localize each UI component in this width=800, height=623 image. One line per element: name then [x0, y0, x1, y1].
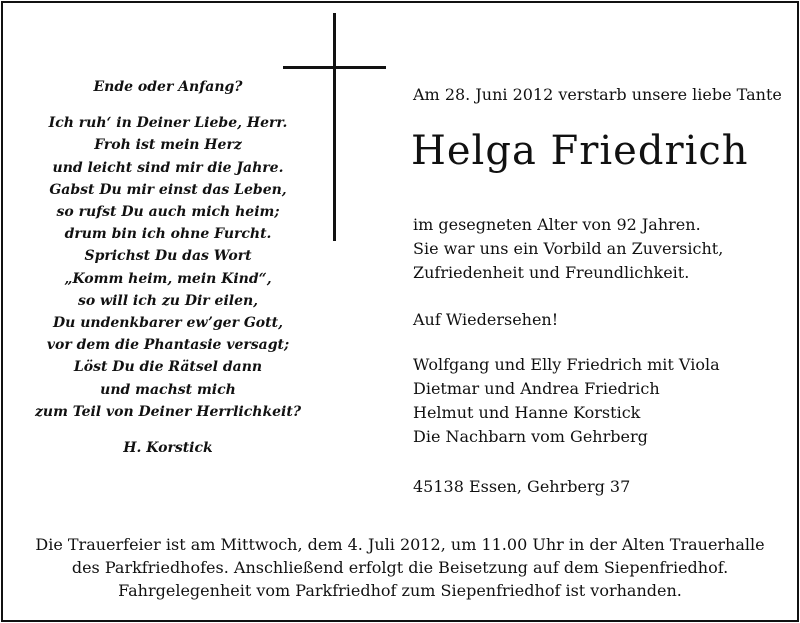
poem: [33, 76, 303, 459]
funeral-details: [3, 533, 797, 602]
poem-line: vor dem die Phantasie versagt;: [46, 337, 290, 354]
cross-icon: [333, 13, 336, 241]
death-announcement: Am 28. Juni 2012 verstarb unsere liebe Tante: [413, 85, 782, 104]
poem-line: „Komm heim, mein Kind“,: [64, 270, 272, 287]
footer-line: Fahrgelegenheit vom Parkfriedhof zum Siepenfriedhof ist vorhanden.: [118, 581, 682, 600]
poem-line: so will ich zu Dir eilen,: [77, 292, 259, 309]
poem-line: Sprichst Du das Wort: [84, 248, 252, 265]
mourners-list: [413, 353, 720, 449]
age-line: Zufriedenheit und Freundlichkeit.: [413, 263, 690, 282]
poem-author: H. Korstick: [123, 440, 213, 457]
mourner: Die Nachbarn vom Gehrberg: [413, 427, 648, 446]
age-text: [413, 213, 723, 285]
age-line: im gesegneten Alter von 92 Jahren.: [413, 215, 701, 234]
poem-line: Ich ruh‘ in Deiner Liebe, Herr.: [48, 115, 288, 132]
poem-line: Du undenkbarer ew’ger Gott,: [53, 315, 283, 332]
age-line: Sie war uns ein Vorbild an Zuversicht,: [413, 239, 724, 258]
poem-line: drum bin ich ohne Furcht.: [64, 226, 272, 243]
poem-line: so rufst Du auch mich heim;: [56, 204, 280, 221]
obituary-card: [1, 1, 799, 622]
poem-title: Ende oder Anfang?: [93, 79, 243, 95]
cross-icon-bar: [283, 66, 386, 69]
mourner: Wolfgang und Elly Friedrich mit Viola: [413, 355, 720, 374]
poem-line: Froh ist mein Herz: [94, 137, 242, 154]
mourner: Helmut und Hanne Korstick: [413, 403, 641, 422]
farewell: Auf Wiedersehen!: [413, 310, 559, 329]
address: 45138 Essen, Gehrberg 37: [413, 477, 631, 496]
poem-line: Löst Du die Rätsel dann: [73, 359, 263, 376]
poem-line: zum Teil von Deiner Herrlichkeit?: [34, 403, 302, 420]
footer-line: des Parkfriedhofes. Anschließend erfolgt die Beisetzung auf dem Siepenfriedhof.: [71, 558, 729, 577]
poem-line: Gabst Du mir einst das Leben,: [49, 181, 287, 198]
deceased-name: Helga Friedrich: [411, 128, 749, 174]
poem-line: und machst mich: [100, 381, 236, 398]
mourner: Dietmar und Andrea Friedrich: [413, 379, 660, 398]
footer-line: Die Trauerfeier ist am Mittwoch, dem 4. Juli 2012, um 11.00 Uhr in der Alten Trauerhalle: [35, 535, 765, 554]
poem-line: und leicht sind mir die Jahre.: [52, 159, 284, 176]
